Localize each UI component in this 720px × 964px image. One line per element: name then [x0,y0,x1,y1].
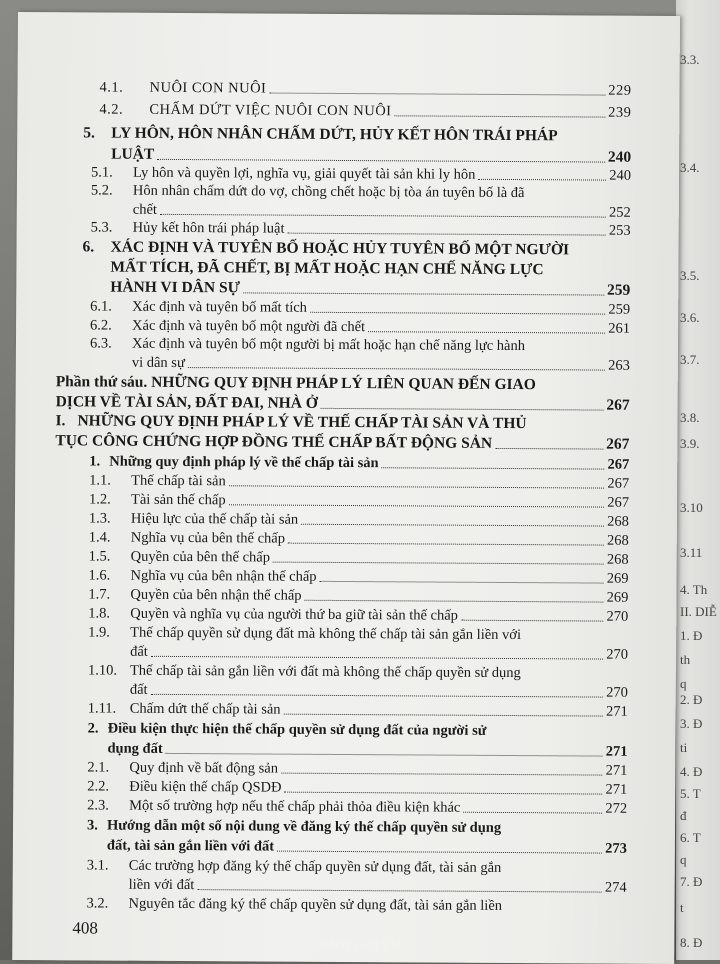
dot-leader [381,466,604,469]
dot-leader [281,772,602,776]
dot-leader [310,311,605,315]
watermark: Sách Luật VN [319,937,401,952]
toc-entry-title: vi dân sự [131,354,185,372]
toc-entry-page: 271 [605,762,628,779]
toc-entry-page: 267 [607,456,630,473]
toc-entry-title: HÀNH VI DÂN SỰ [110,278,240,297]
toc-entry-page: 271 [605,703,628,720]
toc-entry-page: 267 [607,494,630,511]
toc-entry-page: 268 [607,513,629,530]
toc-entry [15,452,677,473]
toc-entry-title: Quyền của bên thế chấp [130,548,271,566]
dot-leader [229,484,604,488]
adjacent-page-fragment: 3.3. [680,52,700,67]
dot-leader [304,599,603,603]
toc-entry-number: 6.1. [90,298,113,315]
adjacent-page-fragment: 3.8. [680,410,700,425]
toc-entry [15,432,677,453]
toc-entry-title: liền với đất [128,876,195,894]
toc-entry-page: 239 [608,104,632,121]
toc-entry-title: đất, tài sản gắn liền với đất [106,837,275,855]
toc-entry-title: Ly hôn và quyền lợi, nghĩa vụ, giải quyết tài sản khi ly hôn [132,164,476,183]
toc-entry-number: 2.2. [87,778,110,795]
toc-entry-page: 229 [608,82,632,99]
adjacent-page-fragment: 7. Đ [680,874,703,889]
dot-leader [160,213,606,218]
toc-entry [13,758,675,779]
toc-entry-title: Các trường hợp đăng ký thế chấp quyền sử dụng đất, tài sản gắn [128,857,502,876]
toc-entry-number: 5.3. [90,219,113,236]
toc-entry-number: 1.3. [88,510,111,527]
toc-entry-number: 4.1. [99,79,124,96]
toc-entry-page: 272 [605,800,628,817]
toc-entry-number: 5. [83,124,95,142]
toc-entry-title: Hủy kết hôn trái pháp luật [132,219,285,237]
toc-entry-title: Nghĩa vụ của bên nhận thế chấp [130,567,317,585]
dot-leader [270,92,606,96]
dot-leader [229,503,604,507]
toc-entry-title: Phần thứ sáu. NHỮNG QUY ĐỊNH PHÁP LÝ LIÊN QUAN ĐẾN GIAO [55,373,536,394]
toc-entry-number: 3.2. [86,895,109,912]
adjacent-page-fragment: 3.7. [680,352,700,367]
toc-entry-title: Những quy định pháp lý về thế chấp tài sản [109,453,379,472]
toc-entry-page: 270 [606,684,628,701]
dot-leader [273,561,604,565]
toc-entry-number: 5.2. [90,182,113,199]
adjacent-page-fragment: 3.6. [680,310,700,325]
toc-entry-title: chết [132,201,157,218]
toc-entry-number: 1.2. [88,491,111,508]
toc-entry [15,566,677,587]
toc-entry [14,661,676,682]
toc-entry-title: CHẤM DỨT VIỆC NUÔI CON NUÔI [149,101,392,120]
toc-entry [14,604,676,625]
toc-entry-page: 253 [608,222,631,239]
adjacent-page-fragment: đ [680,808,687,823]
toc-entry-page: 261 [608,320,631,337]
dot-leader [198,888,602,892]
toc-entry [16,393,678,414]
toc-entry-number: 1.1. [89,472,111,489]
toc-entry-title: Hiệu lực của thế chấp tài sản [130,510,299,528]
adjacent-page-fragment: 1. Đ [680,628,703,643]
adjacent-page-fragment: q [680,852,687,867]
toc-entry-page: 267 [606,435,630,453]
toc-entry-number: 1. [89,453,101,470]
toc-entry-number: 2.1. [87,759,110,776]
toc-entry-page: 269 [606,589,629,606]
toc-entry-page: 271 [605,781,628,798]
toc-entry-number: I. [55,412,66,430]
toc-entry [18,78,680,99]
adjacent-page-fragment: II. DIỄ [680,604,717,619]
toc-entry-title: Xác định và tuyên bố mất tích [132,298,308,316]
adjacent-page-fragment: 5. T [680,786,701,801]
toc-entry-title: NUÔI CON NUÔI [149,79,267,97]
toc-entry-title: Quyền và nghĩa vụ của người thứ ba giữ tài sản thế chấp [130,605,458,624]
toc-entry-number: 6.2. [90,317,112,334]
toc-entry-page: 252 [608,204,631,221]
toc-entry-page: 240 [607,148,632,166]
toc-entry-page: 274 [604,879,627,896]
toc-entry-title: NHỮNG QUY ĐỊNH PHÁP LÝ VỀ THẾ CHẤP TÀI SẢN VÀ THỦ [77,412,527,433]
toc-entry-title: DỊCH VỀ TÀI SẢN, ĐẤT ĐAI, NHÀ Ở [55,393,318,412]
toc-entry-title: Thế chấp tài sản [131,472,226,490]
toc-entry-number: 5.1. [90,164,113,181]
toc-entry [13,816,675,836]
toc-entry [16,316,678,337]
toc-entry-page: 259 [607,281,631,299]
dot-leader [495,447,603,450]
adjacent-page-fragment: 3. Đ [680,716,703,731]
toc-entry-number: 1.6. [88,567,111,584]
toc-entry [17,145,679,166]
toc-entry [17,100,679,121]
toc-entry [16,297,678,318]
adjacent-page-fragment: 6. T [680,830,701,845]
toc-entry-page: 270 [606,608,629,625]
toc-entry-title: Thế chấp quyền sử dụng đất mà không thế chấp tài sản gắn liền với [130,624,522,644]
page-number: 408 [72,918,98,938]
toc-entry-number: 1.7. [88,586,111,603]
toc-entry-title: đất [129,681,148,698]
dot-leader [301,523,604,527]
dot-leader [368,330,605,333]
toc-entry-title: Hôn nhân chấm dứt do vợ, chồng chết hoặc bị tòa án tuyên bố là đã [132,182,525,202]
toc-entry-title: Nguyên tắc đăng ký thế chấp quyền sử dụng đất, tài sản gắn liền [128,895,503,914]
dot-leader [320,580,604,584]
toc-entry [17,124,679,145]
toc-entry-page: 270 [606,646,629,663]
toc-entry-page: 267 [607,475,630,492]
toc-entry-title: đất [130,643,148,660]
toc-entry-title: Chấm dứt thế chấp tài sản [129,700,281,718]
adjacent-page-fragment: 8. Đ [680,935,703,950]
toc-entry-number: 1.11. [87,700,117,717]
dot-leader [394,114,605,117]
toc-entry-number: 3.1. [86,857,109,874]
toc-entry [15,490,677,511]
dot-leader [165,752,602,757]
toc-entry-title: Thế chấp tài sản gắn liền với đất mà không thế chấp quyền sử dụng [129,662,521,682]
toc-entry [13,836,675,857]
toc-entry-title: Xác định và tuyên bố một người đã chết [132,317,366,336]
book-page [12,12,680,964]
toc-entry-title: TỤC CÔNG CHỨNG HỢP ĐỒNG THẾ CHẤP BẤT ĐỘNG SẢN [55,432,493,452]
toc-entry-title: XÁC ĐỊNH VÀ TUYÊN BỐ HOẶC HỦY TUYÊN BỐ MỘT NGƯỜI [110,238,570,259]
toc-entry-page: 268 [606,551,629,568]
toc-entry-title: Quy định về bất động sản [129,759,279,777]
toc-entry [13,777,675,798]
dot-leader [463,811,602,814]
dot-leader [288,232,606,236]
adjacent-page-fragment: ti [680,740,688,755]
toc-entry-title: Nghĩa vụ của bên thế chấp [130,529,286,547]
toc-entry-number: 1.9. [88,624,111,641]
toc-entry [14,739,676,760]
dot-leader [157,158,605,163]
toc-entry-number: 2.3. [87,797,109,814]
adjacent-page-fragment: 4. Đ [680,764,703,779]
toc-entry-title: Tài sản thế chấp [130,491,226,509]
adjacent-page-fragment: 3.10 [680,500,703,515]
adjacent-page-fragment: 3.5. [680,268,700,283]
toc-entry-title: LY HÔN, HÔN NHÂN CHẤM DỨT, HỦY KẾT HÔN TRÁI PHÁP [111,124,558,145]
toc-entry [15,528,677,549]
toc-entry [16,278,678,299]
toc-entry-title: Điều kiện thực hiện thế chấp quyền sử dụng đất của người sử [107,720,487,739]
toc-entry-title: Hướng dẫn một số nội dung về đăng ký thế chấp quyền sử dụng [106,817,502,836]
toc-entry-number: 1.10. [87,662,118,679]
dot-leader [284,791,602,795]
adjacent-page-fragment: t [680,900,684,915]
toc-entry-page: 273 [605,840,627,857]
toc-entry-title: Quyền của bên nhận thế chấp [130,586,302,604]
toc-entry [16,412,678,433]
toc-entry-number: 4.2. [99,101,124,118]
toc-entry [17,218,679,239]
toc-entry [17,238,679,259]
toc-entry-page: 268 [606,532,629,549]
dot-leader [188,366,605,371]
dot-leader [288,542,604,546]
toc-entry-number: 1.5. [88,548,111,565]
toc-entry-page: 259 [608,301,631,318]
toc-entry-page: 271 [605,743,628,760]
toc-entry [15,509,677,530]
toc-entry-page: 240 [609,167,632,184]
toc-entry [15,547,677,568]
toc-entry-number: 6. [82,238,95,256]
toc-entry [16,258,678,279]
toc-entry [14,699,676,720]
dot-leader [151,655,603,660]
adjacent-page-fragment: q [680,676,687,691]
toc-entry-title: Một số trường hợp nếu thế chấp phải thỏa điều kiện khác [129,797,461,816]
toc-entry [13,796,675,817]
dot-leader [461,619,603,622]
toc-entry-number: 6.3. [89,335,112,352]
dot-leader [478,178,606,181]
adjacent-page-fragment: 2. Đ [680,692,703,707]
adjacent-page-fragment: 3.9. [680,436,700,451]
toc-entry-number: 1.8. [88,605,111,622]
toc-entry-page: 269 [606,570,629,587]
toc-entry-title: MẤT TÍCH, ĐÃ CHẾT, BỊ MẤT HOẶC HẠN CHẾ NĂNG LỰC [110,258,544,279]
toc-entry-page: 263 [608,357,630,374]
dot-leader [243,291,604,295]
toc-entry-page: 267 [606,396,630,414]
toc-entry [14,719,676,739]
toc-entry [14,585,676,606]
toc-entry [13,856,675,876]
toc-entry-number: 3. [86,817,98,834]
toc-entry [16,373,678,394]
toc-entry-title: Xác định và tuyên bố một người bị mất hoặc hạn chế năng lực hành [131,335,526,355]
toc-entry-number: 2. [87,720,99,737]
adjacent-page-fragment: 3.4. [680,160,700,175]
adjacent-page [676,0,720,960]
toc-entry [13,894,675,914]
adjacent-page-fragment: 4. Th [680,582,708,597]
dot-leader [151,693,603,698]
toc-entry-title: Điều kiện thế chấp QSDĐ [129,778,282,796]
adjacent-page-fragment: th [680,652,691,667]
dot-leader [321,407,604,411]
adjacent-page-fragment: 3.11 [680,545,703,560]
dot-leader [284,713,603,717]
dot-leader [277,850,602,854]
toc-entry-title: dụng đất [107,740,163,757]
toc-entry-number: 1.4. [88,529,111,546]
toc-entry-title: LUẬT [111,145,155,163]
